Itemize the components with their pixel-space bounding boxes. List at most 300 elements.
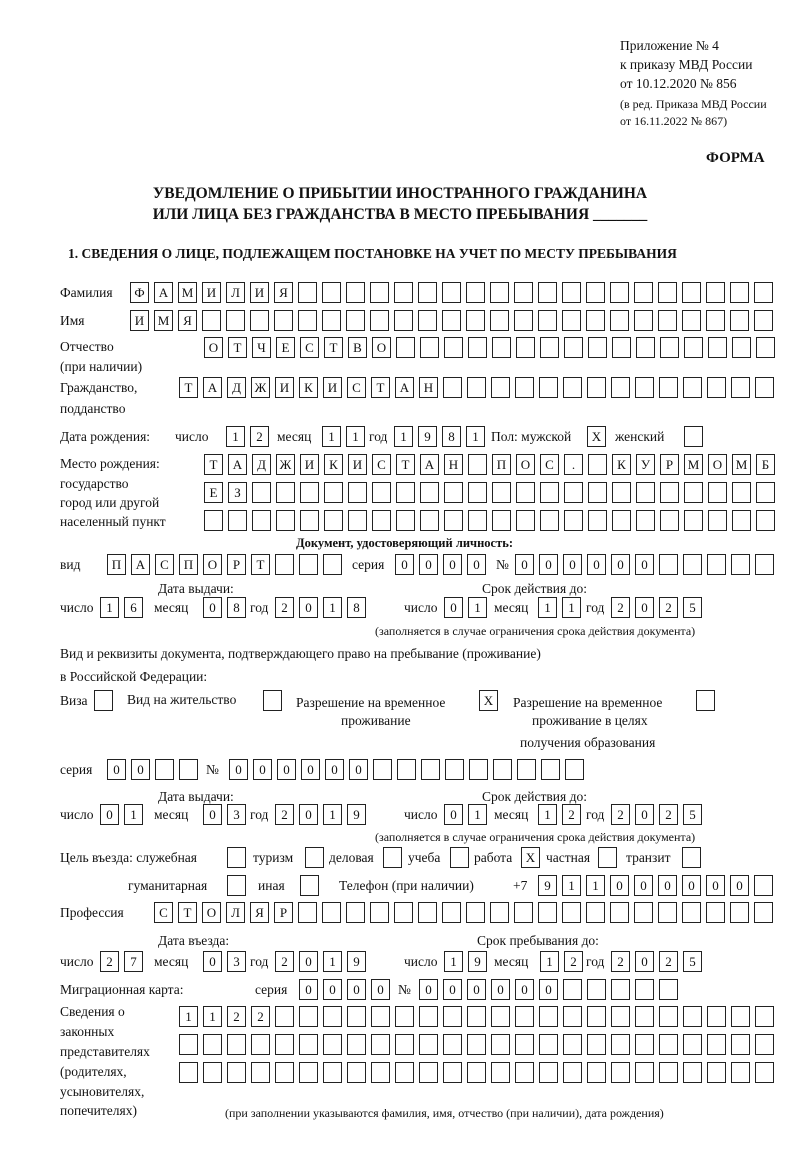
- form-cell[interactable]: [420, 482, 439, 503]
- form-cell[interactable]: [348, 482, 367, 503]
- form-cell[interactable]: 0: [203, 804, 222, 825]
- form-cell[interactable]: [468, 510, 487, 531]
- form-cell[interactable]: 7: [124, 951, 143, 972]
- form-cell[interactable]: [467, 377, 486, 398]
- form-cell[interactable]: [418, 310, 437, 331]
- form-cell[interactable]: [300, 875, 319, 896]
- form-cell[interactable]: [322, 282, 341, 303]
- form-cell[interactable]: [323, 1034, 342, 1055]
- form-cell[interactable]: [731, 1062, 750, 1083]
- form-cell[interactable]: 3: [227, 951, 246, 972]
- form-cell[interactable]: [179, 759, 198, 780]
- form-cell[interactable]: [684, 482, 703, 503]
- form-cell[interactable]: 2: [275, 951, 294, 972]
- form-cell[interactable]: [397, 759, 416, 780]
- form-cell[interactable]: [587, 1062, 606, 1083]
- form-cell[interactable]: [538, 902, 557, 923]
- form-cell[interactable]: [396, 482, 415, 503]
- form-cell[interactable]: 2: [250, 426, 269, 447]
- form-cell[interactable]: 2: [611, 951, 630, 972]
- form-cell[interactable]: [94, 690, 113, 711]
- form-cell[interactable]: 8: [347, 597, 366, 618]
- form-cell[interactable]: [754, 875, 773, 896]
- form-cell[interactable]: [445, 759, 464, 780]
- form-cell[interactable]: Ч: [252, 337, 271, 358]
- form-cell[interactable]: [539, 1062, 558, 1083]
- form-cell[interactable]: Б: [756, 454, 775, 475]
- form-cell[interactable]: 0: [299, 951, 318, 972]
- form-cell[interactable]: [684, 337, 703, 358]
- form-cell[interactable]: [444, 510, 463, 531]
- form-cell[interactable]: И: [323, 377, 342, 398]
- form-cell[interactable]: [636, 510, 655, 531]
- form-cell[interactable]: [707, 554, 726, 575]
- form-cell[interactable]: 1: [323, 951, 342, 972]
- form-cell[interactable]: Я: [178, 310, 197, 331]
- form-cell[interactable]: Л: [226, 902, 245, 923]
- form-cell[interactable]: С: [372, 454, 391, 475]
- form-cell[interactable]: [443, 1062, 462, 1083]
- form-cell[interactable]: [683, 1006, 702, 1027]
- form-cell[interactable]: [634, 902, 653, 923]
- form-cell[interactable]: 0: [299, 597, 318, 618]
- form-cell[interactable]: [611, 1062, 630, 1083]
- form-cell[interactable]: [586, 902, 605, 923]
- form-cell[interactable]: [731, 1034, 750, 1055]
- form-cell[interactable]: [373, 759, 392, 780]
- form-cell[interactable]: [516, 337, 535, 358]
- form-cell[interactable]: [442, 902, 461, 923]
- form-cell[interactable]: [228, 510, 247, 531]
- form-cell[interactable]: П: [492, 454, 511, 475]
- form-cell[interactable]: А: [131, 554, 150, 575]
- form-cell[interactable]: [516, 510, 535, 531]
- form-cell[interactable]: О: [203, 554, 222, 575]
- form-cell[interactable]: 5: [683, 951, 702, 972]
- form-cell[interactable]: 2: [227, 1006, 246, 1027]
- form-cell[interactable]: [756, 510, 775, 531]
- form-cell[interactable]: X: [479, 690, 498, 711]
- form-cell[interactable]: [611, 1006, 630, 1027]
- form-cell[interactable]: [539, 377, 558, 398]
- form-cell[interactable]: [562, 282, 581, 303]
- form-cell[interactable]: [540, 510, 559, 531]
- form-cell[interactable]: Ф: [130, 282, 149, 303]
- form-cell[interactable]: [539, 1034, 558, 1055]
- form-cell[interactable]: [346, 310, 365, 331]
- form-cell[interactable]: М: [154, 310, 173, 331]
- form-cell[interactable]: [468, 337, 487, 358]
- form-cell[interactable]: 1: [124, 804, 143, 825]
- form-cell[interactable]: Д: [227, 377, 246, 398]
- form-cell[interactable]: .: [564, 454, 583, 475]
- form-cell[interactable]: 1: [468, 597, 487, 618]
- form-cell[interactable]: [587, 1006, 606, 1027]
- form-cell[interactable]: X: [521, 847, 540, 868]
- form-cell[interactable]: [707, 377, 726, 398]
- form-cell[interactable]: 2: [562, 804, 581, 825]
- form-cell[interactable]: 0: [444, 597, 463, 618]
- form-cell[interactable]: 0: [491, 979, 510, 1000]
- form-cell[interactable]: 1: [538, 804, 557, 825]
- form-cell[interactable]: [660, 337, 679, 358]
- form-cell[interactable]: [517, 759, 536, 780]
- form-cell[interactable]: [683, 554, 702, 575]
- form-cell[interactable]: О: [204, 337, 223, 358]
- form-cell[interactable]: 0: [706, 875, 725, 896]
- form-cell[interactable]: 0: [277, 759, 296, 780]
- form-cell[interactable]: З: [228, 482, 247, 503]
- form-cell[interactable]: 0: [587, 554, 606, 575]
- form-cell[interactable]: [755, 554, 774, 575]
- form-cell[interactable]: [275, 1034, 294, 1055]
- form-cell[interactable]: [395, 1034, 414, 1055]
- form-cell[interactable]: [612, 510, 631, 531]
- form-cell[interactable]: К: [612, 454, 631, 475]
- form-cell[interactable]: [636, 482, 655, 503]
- form-cell[interactable]: [298, 310, 317, 331]
- form-cell[interactable]: 1: [466, 426, 485, 447]
- form-cell[interactable]: [203, 1034, 222, 1055]
- form-cell[interactable]: [540, 337, 559, 358]
- form-cell[interactable]: [516, 482, 535, 503]
- form-cell[interactable]: 1: [179, 1006, 198, 1027]
- form-cell[interactable]: [443, 377, 462, 398]
- form-cell[interactable]: [421, 759, 440, 780]
- form-cell[interactable]: [731, 377, 750, 398]
- form-cell[interactable]: [346, 282, 365, 303]
- form-cell[interactable]: Р: [227, 554, 246, 575]
- form-cell[interactable]: Т: [324, 337, 343, 358]
- form-cell[interactable]: [563, 1006, 582, 1027]
- form-cell[interactable]: [370, 282, 389, 303]
- form-cell[interactable]: М: [732, 454, 751, 475]
- form-cell[interactable]: [491, 1006, 510, 1027]
- form-cell[interactable]: [756, 337, 775, 358]
- form-cell[interactable]: [755, 1062, 774, 1083]
- form-cell[interactable]: И: [202, 282, 221, 303]
- form-cell[interactable]: 2: [659, 597, 678, 618]
- form-cell[interactable]: 2: [611, 597, 630, 618]
- form-cell[interactable]: [706, 310, 725, 331]
- form-cell[interactable]: [612, 337, 631, 358]
- form-cell[interactable]: А: [395, 377, 414, 398]
- form-cell[interactable]: [683, 377, 702, 398]
- form-cell[interactable]: [635, 1006, 654, 1027]
- form-cell[interactable]: [347, 1062, 366, 1083]
- form-cell[interactable]: Я: [250, 902, 269, 923]
- form-cell[interactable]: [756, 482, 775, 503]
- form-cell[interactable]: [251, 1062, 270, 1083]
- form-cell[interactable]: 0: [325, 759, 344, 780]
- form-cell[interactable]: 2: [659, 804, 678, 825]
- form-cell[interactable]: [492, 482, 511, 503]
- form-cell[interactable]: С: [300, 337, 319, 358]
- form-cell[interactable]: [298, 282, 317, 303]
- form-cell[interactable]: [179, 1034, 198, 1055]
- form-cell[interactable]: [443, 1006, 462, 1027]
- form-cell[interactable]: [275, 554, 294, 575]
- form-cell[interactable]: [419, 1034, 438, 1055]
- form-cell[interactable]: [252, 482, 271, 503]
- form-cell[interactable]: [251, 1034, 270, 1055]
- form-cell[interactable]: 0: [229, 759, 248, 780]
- form-cell[interactable]: [298, 902, 317, 923]
- form-cell[interactable]: [324, 482, 343, 503]
- form-cell[interactable]: [299, 1062, 318, 1083]
- form-cell[interactable]: [538, 310, 557, 331]
- form-cell[interactable]: Т: [251, 554, 270, 575]
- form-cell[interactable]: [396, 510, 415, 531]
- form-cell[interactable]: [562, 310, 581, 331]
- form-cell[interactable]: [346, 902, 365, 923]
- form-cell[interactable]: [305, 847, 324, 868]
- form-cell[interactable]: [276, 482, 295, 503]
- form-cell[interactable]: [372, 510, 391, 531]
- form-cell[interactable]: 0: [107, 759, 126, 780]
- form-cell[interactable]: А: [203, 377, 222, 398]
- form-cell[interactable]: [372, 482, 391, 503]
- form-cell[interactable]: 0: [301, 759, 320, 780]
- form-cell[interactable]: [707, 1034, 726, 1055]
- form-cell[interactable]: А: [154, 282, 173, 303]
- form-cell[interactable]: 9: [418, 426, 437, 447]
- form-cell[interactable]: [263, 690, 282, 711]
- form-cell[interactable]: 1: [226, 426, 245, 447]
- form-cell[interactable]: [468, 454, 487, 475]
- form-cell[interactable]: 1: [468, 804, 487, 825]
- form-cell[interactable]: [588, 337, 607, 358]
- form-cell[interactable]: [754, 902, 773, 923]
- form-cell[interactable]: [659, 1062, 678, 1083]
- form-cell[interactable]: К: [324, 454, 343, 475]
- form-cell[interactable]: [450, 847, 469, 868]
- form-cell[interactable]: [466, 282, 485, 303]
- form-cell[interactable]: [708, 510, 727, 531]
- form-cell[interactable]: С: [540, 454, 559, 475]
- form-cell[interactable]: [683, 1034, 702, 1055]
- form-cell[interactable]: 0: [635, 804, 654, 825]
- form-cell[interactable]: 2: [100, 951, 119, 972]
- form-cell[interactable]: 2: [611, 804, 630, 825]
- form-cell[interactable]: Д: [252, 454, 271, 475]
- form-cell[interactable]: [562, 902, 581, 923]
- form-cell[interactable]: 0: [299, 979, 318, 1000]
- form-cell[interactable]: 0: [419, 979, 438, 1000]
- form-cell[interactable]: [634, 310, 653, 331]
- form-cell[interactable]: Ж: [251, 377, 270, 398]
- form-cell[interactable]: [370, 310, 389, 331]
- form-cell[interactable]: [442, 282, 461, 303]
- form-cell[interactable]: [696, 690, 715, 711]
- form-cell[interactable]: О: [202, 902, 221, 923]
- form-cell[interactable]: Я: [274, 282, 293, 303]
- form-cell[interactable]: [563, 377, 582, 398]
- form-cell[interactable]: [612, 482, 631, 503]
- form-cell[interactable]: [492, 510, 511, 531]
- form-cell[interactable]: 0: [347, 979, 366, 1000]
- form-cell[interactable]: [490, 282, 509, 303]
- form-cell[interactable]: П: [107, 554, 126, 575]
- form-cell[interactable]: 6: [124, 597, 143, 618]
- form-cell[interactable]: [708, 337, 727, 358]
- form-cell[interactable]: 0: [611, 554, 630, 575]
- form-cell[interactable]: [611, 1034, 630, 1055]
- form-cell[interactable]: К: [299, 377, 318, 398]
- form-cell[interactable]: Ж: [276, 454, 295, 475]
- form-cell[interactable]: С: [154, 902, 173, 923]
- form-cell[interactable]: [490, 310, 509, 331]
- form-cell[interactable]: [443, 1034, 462, 1055]
- form-cell[interactable]: [755, 1006, 774, 1027]
- form-cell[interactable]: [538, 282, 557, 303]
- form-cell[interactable]: [586, 310, 605, 331]
- form-cell[interactable]: Т: [204, 454, 223, 475]
- form-cell[interactable]: [659, 554, 678, 575]
- form-cell[interactable]: 0: [515, 979, 534, 1000]
- form-cell[interactable]: [754, 310, 773, 331]
- form-cell[interactable]: [323, 554, 342, 575]
- form-cell[interactable]: [730, 282, 749, 303]
- form-cell[interactable]: [493, 759, 512, 780]
- form-cell[interactable]: [394, 902, 413, 923]
- form-cell[interactable]: [204, 510, 223, 531]
- form-cell[interactable]: [492, 337, 511, 358]
- form-cell[interactable]: [539, 1006, 558, 1027]
- form-cell[interactable]: [635, 979, 654, 1000]
- form-cell[interactable]: 0: [100, 804, 119, 825]
- form-cell[interactable]: 1: [203, 1006, 222, 1027]
- form-cell[interactable]: [660, 510, 679, 531]
- form-cell[interactable]: 1: [346, 426, 365, 447]
- form-cell[interactable]: [610, 902, 629, 923]
- form-cell[interactable]: Т: [179, 377, 198, 398]
- form-cell[interactable]: [370, 902, 389, 923]
- form-cell[interactable]: 1: [394, 426, 413, 447]
- form-cell[interactable]: [371, 1034, 390, 1055]
- form-cell[interactable]: 1: [100, 597, 119, 618]
- form-cell[interactable]: [419, 1006, 438, 1027]
- form-cell[interactable]: [467, 1006, 486, 1027]
- form-cell[interactable]: 1: [562, 597, 581, 618]
- form-cell[interactable]: 1: [323, 804, 342, 825]
- form-cell[interactable]: [466, 310, 485, 331]
- form-cell[interactable]: [323, 1006, 342, 1027]
- form-cell[interactable]: [514, 902, 533, 923]
- form-cell[interactable]: [732, 337, 751, 358]
- form-cell[interactable]: [442, 310, 461, 331]
- form-cell[interactable]: [659, 377, 678, 398]
- form-cell[interactable]: [682, 282, 701, 303]
- form-cell[interactable]: 3: [227, 804, 246, 825]
- form-cell[interactable]: Т: [396, 454, 415, 475]
- form-cell[interactable]: 0: [323, 979, 342, 1000]
- form-cell[interactable]: [684, 510, 703, 531]
- form-cell[interactable]: [371, 1062, 390, 1083]
- form-cell[interactable]: [250, 310, 269, 331]
- form-cell[interactable]: Р: [660, 454, 679, 475]
- form-cell[interactable]: [755, 1034, 774, 1055]
- form-cell[interactable]: 2: [275, 804, 294, 825]
- form-cell[interactable]: [444, 482, 463, 503]
- form-cell[interactable]: 0: [658, 875, 677, 896]
- form-cell[interactable]: [588, 482, 607, 503]
- form-cell[interactable]: Е: [276, 337, 295, 358]
- form-cell[interactable]: [155, 759, 174, 780]
- form-cell[interactable]: 2: [659, 951, 678, 972]
- form-cell[interactable]: 0: [299, 804, 318, 825]
- form-cell[interactable]: [660, 482, 679, 503]
- form-cell[interactable]: [708, 482, 727, 503]
- form-cell[interactable]: 0: [467, 554, 486, 575]
- form-cell[interactable]: [469, 759, 488, 780]
- form-cell[interactable]: 2: [564, 951, 583, 972]
- form-cell[interactable]: [491, 1034, 510, 1055]
- form-cell[interactable]: 0: [253, 759, 272, 780]
- form-cell[interactable]: [274, 310, 293, 331]
- form-cell[interactable]: П: [179, 554, 198, 575]
- form-cell[interactable]: [611, 377, 630, 398]
- form-cell[interactable]: 0: [635, 597, 654, 618]
- form-cell[interactable]: 0: [467, 979, 486, 1000]
- form-cell[interactable]: Е: [204, 482, 223, 503]
- form-cell[interactable]: 5: [683, 597, 702, 618]
- form-cell[interactable]: [754, 282, 773, 303]
- form-cell[interactable]: X: [587, 426, 606, 447]
- form-cell[interactable]: [658, 282, 677, 303]
- form-cell[interactable]: [610, 282, 629, 303]
- form-cell[interactable]: 9: [347, 951, 366, 972]
- form-cell[interactable]: И: [130, 310, 149, 331]
- form-cell[interactable]: [682, 847, 701, 868]
- form-cell[interactable]: [299, 554, 318, 575]
- form-cell[interactable]: [730, 902, 749, 923]
- form-cell[interactable]: [347, 1006, 366, 1027]
- form-cell[interactable]: [514, 282, 533, 303]
- form-cell[interactable]: Т: [178, 902, 197, 923]
- form-cell[interactable]: [394, 310, 413, 331]
- form-cell[interactable]: [491, 377, 510, 398]
- form-cell[interactable]: [468, 482, 487, 503]
- form-cell[interactable]: 9: [347, 804, 366, 825]
- form-cell[interactable]: 5: [683, 804, 702, 825]
- form-cell[interactable]: 0: [635, 951, 654, 972]
- form-cell[interactable]: И: [250, 282, 269, 303]
- form-cell[interactable]: 0: [682, 875, 701, 896]
- form-cell[interactable]: [565, 759, 584, 780]
- form-cell[interactable]: 0: [563, 554, 582, 575]
- form-cell[interactable]: [179, 1062, 198, 1083]
- form-cell[interactable]: 0: [515, 554, 534, 575]
- form-cell[interactable]: 0: [635, 554, 654, 575]
- form-cell[interactable]: 0: [444, 804, 463, 825]
- form-cell[interactable]: [707, 1006, 726, 1027]
- form-cell[interactable]: [300, 482, 319, 503]
- form-cell[interactable]: [444, 337, 463, 358]
- form-cell[interactable]: [490, 902, 509, 923]
- form-cell[interactable]: [466, 902, 485, 923]
- form-cell[interactable]: [706, 282, 725, 303]
- form-cell[interactable]: [322, 310, 341, 331]
- form-cell[interactable]: О: [372, 337, 391, 358]
- form-cell[interactable]: 1: [562, 875, 581, 896]
- form-cell[interactable]: [563, 1062, 582, 1083]
- form-cell[interactable]: В: [348, 337, 367, 358]
- form-cell[interactable]: А: [228, 454, 247, 475]
- form-cell[interactable]: 1: [538, 597, 557, 618]
- form-cell[interactable]: [634, 282, 653, 303]
- form-cell[interactable]: [227, 847, 246, 868]
